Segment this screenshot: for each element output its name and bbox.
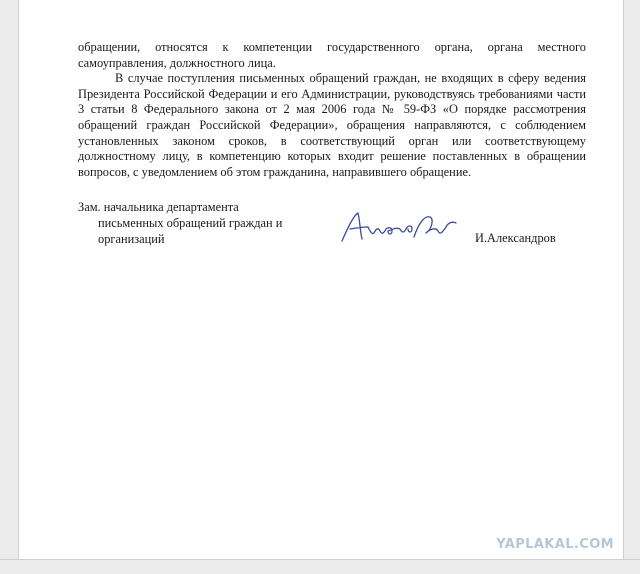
handwritten-signature xyxy=(338,207,460,247)
signatory-title-line-1: Зам. начальника департамента xyxy=(78,200,239,214)
viewer-frame-bottom xyxy=(0,559,640,574)
watermark-logo: YAPLAKAL.COM xyxy=(496,537,614,552)
viewer-frame-right xyxy=(623,0,640,574)
paragraph-1: обращении, относятся к компетенции государственного органа, органа местного самоуправления, должностного лица. xyxy=(78,40,586,70)
viewer-frame-left xyxy=(0,0,19,574)
signatory-title xyxy=(78,199,282,247)
letter-body xyxy=(78,40,586,180)
paragraph-2: В случае поступления письменных обращений граждан, не входящих в сферу ведения Президента Российской Федерации и его Администрации, руководствуясь требованиями части 3 статьи 8 Федерального закона от 2 мая 2006 года № 59-ФЗ «О порядке рассмотрения обращений граждан Российской Федерации», обращения направляются, с соблюдением установленных законом сроков, в соответствующий орган или соответствующему должностному лицу, в компетенцию которых входит решение поставленных в обращении вопросов, с уведомлением об этом гражданина, направившего обращение. xyxy=(78,71,586,179)
signatory-name: И.Александров xyxy=(475,231,556,245)
signatory-title-line-2: письменных обращений граждан и xyxy=(98,216,283,230)
signatory-title-line-3: организаций xyxy=(98,232,165,246)
